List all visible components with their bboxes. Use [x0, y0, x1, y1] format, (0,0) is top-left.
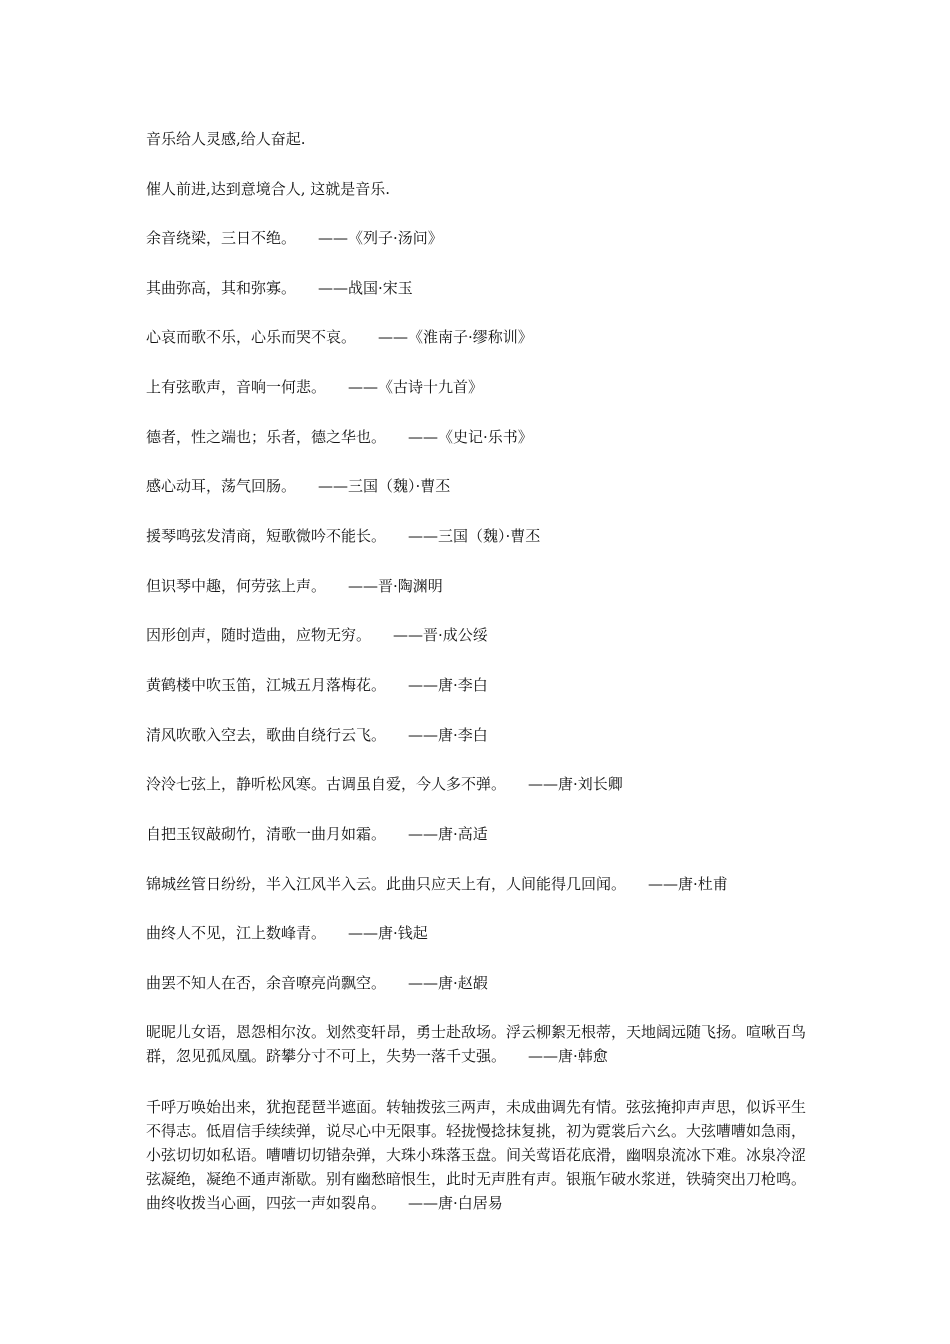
paragraph — [146, 673, 816, 697]
paragraph — [146, 574, 816, 598]
quote-attribution: ——唐·李白 — [408, 676, 488, 694]
paragraph — [146, 623, 816, 647]
paragraph — [146, 325, 816, 349]
paragraph — [146, 226, 816, 250]
paragraph — [146, 971, 816, 995]
paragraph — [146, 375, 816, 399]
quote-text: 援琴鸣弦发清商，短歌微吟不能长。 — [146, 527, 387, 545]
quote-attribution: ——晋·成公绥 — [393, 626, 488, 644]
paragraph — [146, 474, 816, 498]
paragraph — [146, 723, 816, 747]
quote-attribution: ——唐·高适 — [408, 825, 488, 843]
quote-attribution: ——三国（魏）·曹丕 — [408, 527, 541, 545]
quote-attribution: ——唐·白居易 — [408, 1194, 503, 1212]
paragraph — [146, 127, 816, 151]
quote-attribution: ——晋·陶渊明 — [348, 577, 443, 595]
paragraph — [146, 177, 816, 201]
quote-attribution: ——唐·刘长卿 — [528, 775, 623, 793]
quote-text: 千呼万唤始出来，犹抱琵琶半遮面。转轴拨弦三两声，未成曲调先有情。弦弦掩抑声声思，似诉平生不得志。低眉信手续续弹，说尽心中无限事。轻拢慢捻抹复挑，初为霓裳后六幺。大弦嘈嘈如急雨，小弦切切如私语。嘈嘈切切错杂弹，大珠小珠落玉盘。间关莺语花底滑，幽咽泉流冰下难。冰泉冷涩弦凝绝，凝绝不通声渐歇。别有幽愁暗恨生，此时无声胜有声。银瓶乍破水浆迸，铁骑突出刀枪鸣。曲终收拨当心画，四弦一声如裂帛。 — [146, 1098, 807, 1212]
quote-attribution: ——《淮南子·缪称训》 — [378, 328, 533, 346]
paragraph — [146, 921, 816, 945]
quote-attribution: ——《史记·乐书》 — [408, 428, 533, 446]
quote-text: 音乐给人灵感,给人奋起. — [146, 130, 306, 148]
paragraph — [146, 276, 816, 300]
quote-text: 心哀而歌不乐，心乐而哭不哀。 — [146, 328, 357, 346]
paragraph — [146, 524, 816, 548]
quote-text: 黄鹤楼中吹玉笛，江城五月落梅花。 — [146, 676, 387, 694]
quote-attribution: ——《列子·汤问》 — [318, 229, 443, 247]
quote-text: 上有弦歌声，音响一何悲。 — [146, 378, 327, 396]
quote-attribution: ——唐·赵嘏 — [408, 974, 488, 992]
quote-attribution: ——《古诗十九首》 — [348, 378, 484, 396]
quote-attribution: ——战国·宋玉 — [318, 279, 413, 297]
quote-attribution: ——唐·李白 — [408, 726, 488, 744]
quote-attribution: ——三国（魏）·曹丕 — [318, 477, 451, 495]
quote-text: 其曲弥高，其和弥寡。 — [146, 279, 297, 297]
paragraph — [146, 772, 816, 796]
quote-attribution: ——唐·韩愈 — [528, 1047, 608, 1065]
paragraph — [146, 425, 816, 449]
paragraph — [146, 1020, 816, 1068]
paragraph — [146, 822, 816, 846]
quote-text: 感心动耳，荡气回肠。 — [146, 477, 297, 495]
quote-text: 余音绕梁，三日不绝。 — [146, 229, 297, 247]
quote-text: 昵昵儿女语，恩怨相尔汝。划然变轩昂，勇士赴敌场。浮云柳絮无根蒂，天地阔远随飞扬。喧啾百鸟群，忽见孤凤凰。跻攀分寸不可上，失势一落千丈强。 — [146, 1023, 807, 1065]
paragraph — [146, 1095, 816, 1215]
quote-text: 锦城丝管日纷纷，半入江风半入云。此曲只应天上有，人间能得几回闻。 — [146, 875, 627, 893]
quote-text: 因形创声，随时造曲，应物无穷。 — [146, 626, 372, 644]
quote-text: 曲终人不见，江上数峰青。 — [146, 924, 327, 942]
quote-text: 自把玉钗敲砌竹，清歌一曲月如霜。 — [146, 825, 387, 843]
quote-text: 泠泠七弦上，静听松风寒。古调虽自爱，今人多不弹。 — [146, 775, 507, 793]
quote-text: 德者，性之端也；乐者，德之华也。 — [146, 428, 387, 446]
quote-attribution: ——唐·钱起 — [348, 924, 428, 942]
quote-attribution: ——唐·杜甫 — [648, 875, 728, 893]
quote-text: 清风吹歌入空去，歌曲自绕行云飞。 — [146, 726, 387, 744]
quote-text: 曲罢不知人在否，余音嘹亮尚飘空。 — [146, 974, 387, 992]
quote-text: 催人前进,达到意境合人, 这就是音乐. — [146, 180, 391, 198]
paragraph — [146, 872, 816, 896]
quote-text: 但识琴中趣，何劳弦上声。 — [146, 577, 327, 595]
